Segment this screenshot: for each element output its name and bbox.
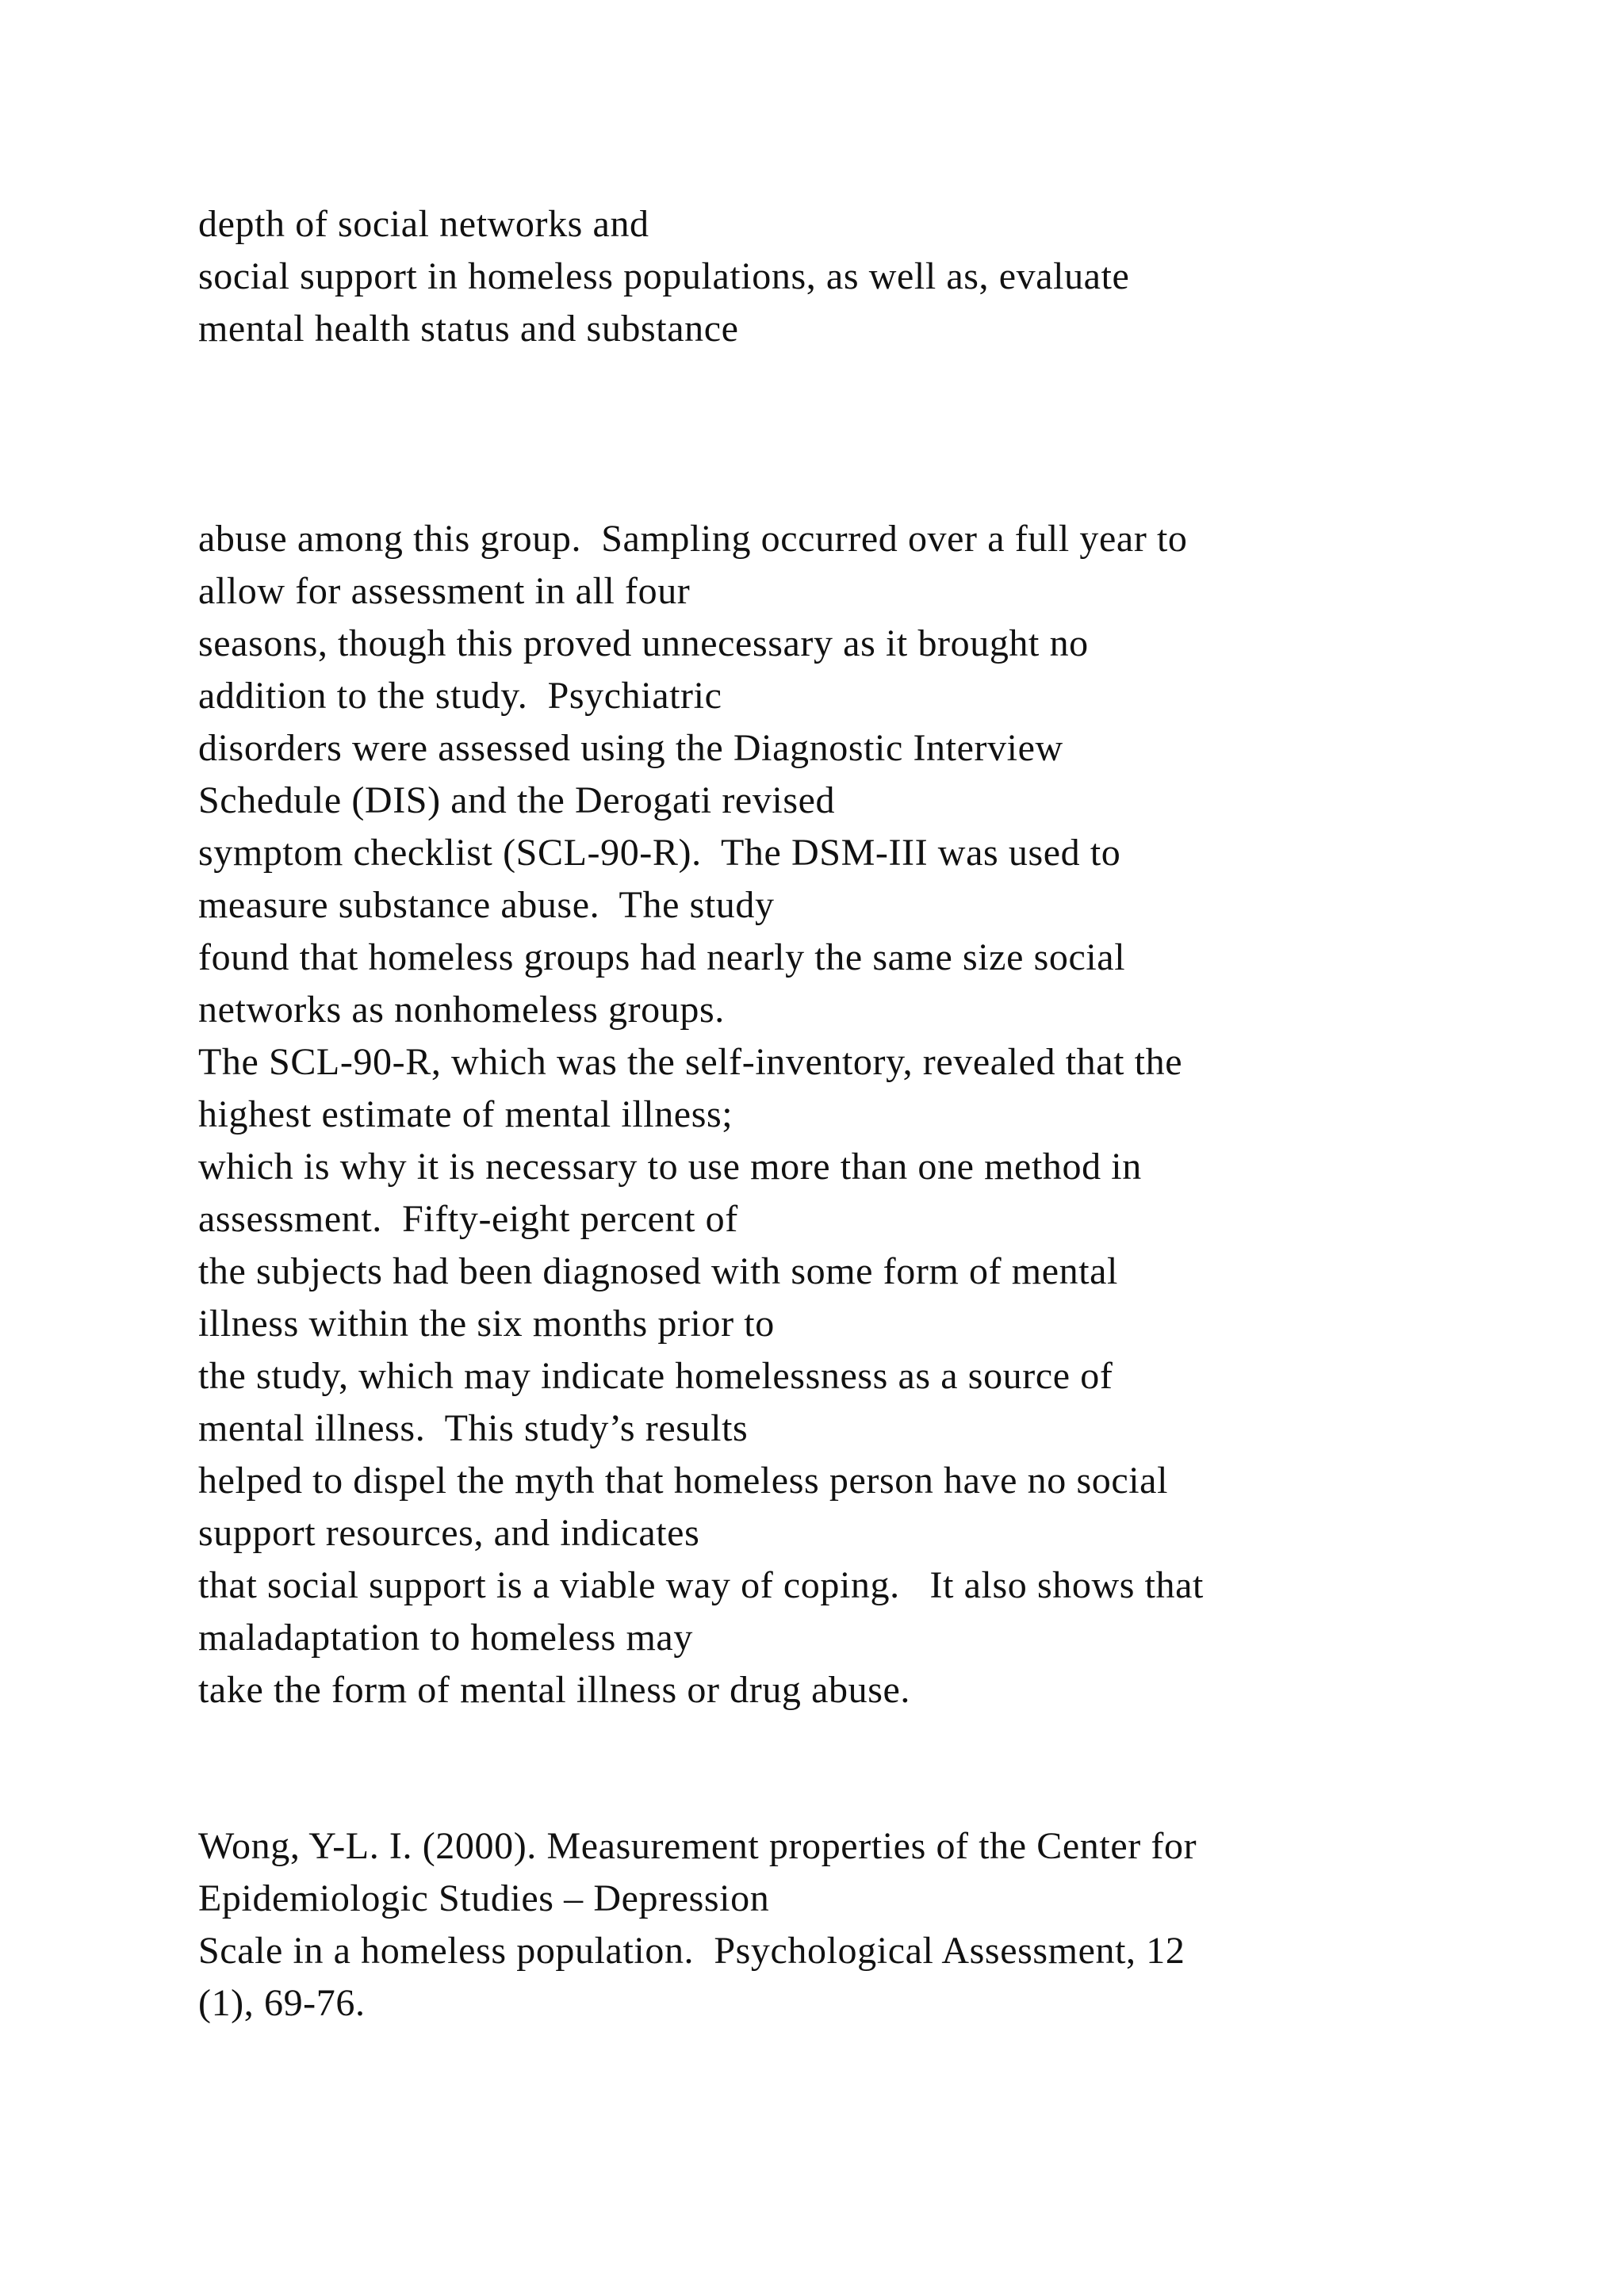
text-line: allow for assessment in all four — [198, 570, 691, 612]
text-line: assessment. Fifty-eight percent of — [198, 1198, 738, 1240]
text-line: support resources, and indicates — [198, 1512, 700, 1554]
text-line: addition to the study. Psychiatric — [198, 675, 722, 717]
text-line: disorders were assessed using the Diagnostic Interview — [198, 727, 1063, 769]
text-line: that social support is a viable way of coping. It also shows that — [198, 1564, 1204, 1606]
reference-line: Wong, Y-L. I. (2000). Measurement properties of the Center for — [198, 1825, 1197, 1867]
reference-line: Scale in a homeless population. Psychological Assessment, 12 — [198, 1930, 1185, 1972]
text-line: The SCL-90-R, which was the self-inventory, revealed that the — [198, 1041, 1183, 1083]
text-line: found that homeless groups had nearly the same size social — [198, 936, 1126, 978]
text-line: the study, which may indicate homelessness as a source of — [198, 1355, 1113, 1397]
text-line: helped to dispel the myth that homeless person have no social — [198, 1460, 1169, 1502]
text-line: which is why it is necessary to use more than one method in — [198, 1146, 1142, 1188]
text-line: symptom checklist (SCL-90-R). The DSM-III was used to — [198, 832, 1121, 874]
text-line: depth of social networks and — [198, 203, 649, 245]
text-line: take the form of mental illness or drug abuse. — [198, 1669, 911, 1711]
text-line: networks as nonhomeless groups. — [198, 989, 725, 1031]
text-line: measure substance abuse. The study — [198, 884, 775, 926]
text-line: the subjects had been diagnosed with some form of mental — [198, 1250, 1118, 1292]
text-line: mental health status and substance — [198, 308, 739, 350]
text-line: abuse among this group. Sampling occurred over a full year to — [198, 518, 1188, 560]
text-line: mental illness. This study’s results — [198, 1407, 749, 1449]
text-line: seasons, though this proved unnecessary as it brought no — [198, 622, 1089, 664]
text-line: illness within the six months prior to — [198, 1303, 775, 1345]
reference-line: (1), 69-76. — [198, 1982, 366, 2024]
reference-line: Epidemiologic Studies – Depression — [198, 1877, 770, 1919]
text-line: maladaptation to homeless may — [198, 1617, 693, 1659]
text-line: Schedule (DIS) and the Derogati revised — [198, 779, 836, 821]
text-line: highest estimate of mental illness; — [198, 1093, 733, 1135]
text-line: social support in homeless populations, as well as, evaluate — [198, 255, 1130, 297]
